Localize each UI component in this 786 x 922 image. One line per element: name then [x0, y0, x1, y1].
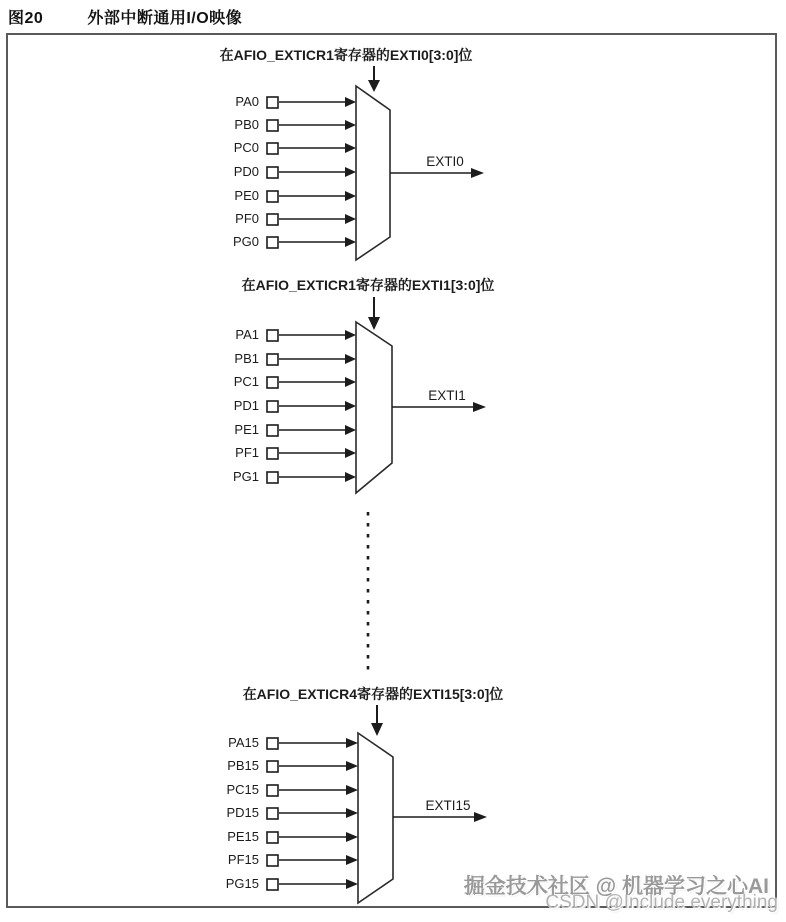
arrowhead-icon [345, 448, 356, 458]
select-arrowhead-icon [368, 317, 380, 330]
port-pin-box [267, 214, 278, 225]
port-pin-box [267, 191, 278, 202]
port-pin-box [267, 808, 278, 819]
input-row [234, 351, 356, 366]
arrowhead-icon [345, 377, 356, 387]
port-pin-box [267, 330, 278, 341]
input-row [234, 140, 356, 155]
arrowhead-icon [345, 167, 356, 177]
figure-title: 外部中断通用I/O映像 [87, 10, 243, 27]
port-label: PG1 [232, 469, 259, 484]
input-row [233, 469, 356, 484]
output-label: EXTI1 [428, 388, 466, 403]
port-label: PF15 [227, 852, 259, 867]
output-arrowhead-icon [471, 168, 484, 178]
output-label: EXTI15 [425, 798, 471, 813]
port-label: PF0 [235, 211, 259, 226]
port-label: PC1 [233, 374, 259, 389]
input-row [226, 782, 358, 797]
mux-header: 在AFIO_EXTICR4寄存器的EXTI15[3:0]位 [242, 686, 504, 702]
mux-block-exti1 [233, 277, 494, 493]
port-pin-box [267, 237, 278, 248]
input-row [233, 234, 356, 249]
watermark-line-2: CSDN @Include everything [545, 892, 778, 913]
arrowhead-icon [345, 425, 356, 435]
mux-trapezoid [356, 322, 392, 493]
input-row [228, 852, 358, 867]
port-pin-box [267, 738, 278, 749]
input-row [234, 374, 356, 389]
input-row [234, 398, 356, 413]
port-label: PG15 [225, 876, 259, 891]
output-label: EXTI0 [426, 154, 464, 169]
port-pin-box [267, 425, 278, 436]
arrowhead-icon [346, 761, 358, 771]
input-row [226, 805, 358, 820]
port-label: PB1 [234, 351, 259, 366]
input-row [227, 829, 358, 844]
port-label: PE15 [227, 829, 259, 844]
port-label: PD1 [233, 398, 259, 413]
arrowhead-icon [346, 808, 358, 818]
port-pin-box [267, 761, 278, 772]
port-label: PB0 [234, 117, 259, 132]
port-pin-box [267, 97, 278, 108]
arrowhead-icon [346, 879, 358, 889]
port-pin-box [267, 879, 278, 890]
input-row [235, 327, 356, 342]
arrowhead-icon [345, 191, 356, 201]
arrowhead-icon [346, 832, 358, 842]
arrowhead-icon [345, 237, 356, 247]
output-arrowhead-icon [474, 812, 487, 822]
port-pin-box [267, 401, 278, 412]
port-label: PA1 [235, 327, 259, 342]
arrowhead-icon [345, 120, 356, 130]
arrowhead-icon [345, 214, 356, 224]
port-label: PD0 [233, 164, 259, 179]
arrowhead-icon [345, 97, 356, 107]
mux-header: 在AFIO_EXTICR1寄存器的EXTI0[3:0]位 [219, 47, 473, 63]
input-row [234, 422, 356, 437]
mux-trapezoid [358, 733, 393, 903]
input-row [235, 445, 356, 460]
port-pin-box [267, 448, 278, 459]
mux-block-exti0 [220, 47, 484, 260]
arrowhead-icon [345, 330, 356, 340]
port-label: PG0 [232, 234, 259, 249]
mux-trapezoid [356, 86, 390, 260]
port-label: PC0 [233, 140, 259, 155]
port-pin-box [267, 832, 278, 843]
mux-header: 在AFIO_EXTICR1寄存器的EXTI1[3:0]位 [241, 277, 495, 293]
port-pin-box [267, 354, 278, 365]
port-pin-box [267, 472, 278, 483]
port-pin-box [267, 377, 278, 388]
port-label: PE0 [234, 188, 259, 203]
input-row [226, 876, 358, 891]
arrowhead-icon [345, 354, 356, 364]
select-arrowhead-icon [371, 723, 383, 736]
input-row [235, 94, 356, 109]
arrowhead-icon [346, 855, 358, 865]
port-label: PF1 [235, 445, 259, 460]
arrowhead-icon [346, 738, 358, 748]
port-pin-box [267, 143, 278, 154]
input-row [234, 164, 356, 179]
watermark-line-1: 掘金技术社区 @ 机器学习之心AI [463, 875, 769, 898]
arrowhead-icon [345, 143, 356, 153]
select-arrowhead-icon [368, 80, 380, 92]
port-pin-box [267, 120, 278, 131]
port-label: PA15 [228, 735, 259, 750]
port-label: PB15 [227, 758, 259, 773]
arrowhead-icon [345, 472, 356, 482]
port-pin-box [267, 167, 278, 178]
port-pin-box [267, 785, 278, 796]
mux-block-exti15 [226, 686, 504, 903]
input-row [234, 117, 356, 132]
port-label: PD15 [226, 805, 259, 820]
input-row [228, 735, 358, 750]
port-pin-box [267, 855, 278, 866]
port-label: PE1 [234, 422, 259, 437]
figure-number: 图20 [8, 10, 44, 27]
output-arrowhead-icon [473, 402, 486, 412]
input-row [234, 188, 356, 203]
input-row [235, 211, 356, 226]
input-row [227, 758, 358, 773]
port-label: PA0 [235, 94, 259, 109]
arrowhead-icon [346, 785, 358, 795]
arrowhead-icon [345, 401, 356, 411]
port-label: PC15 [226, 782, 259, 797]
